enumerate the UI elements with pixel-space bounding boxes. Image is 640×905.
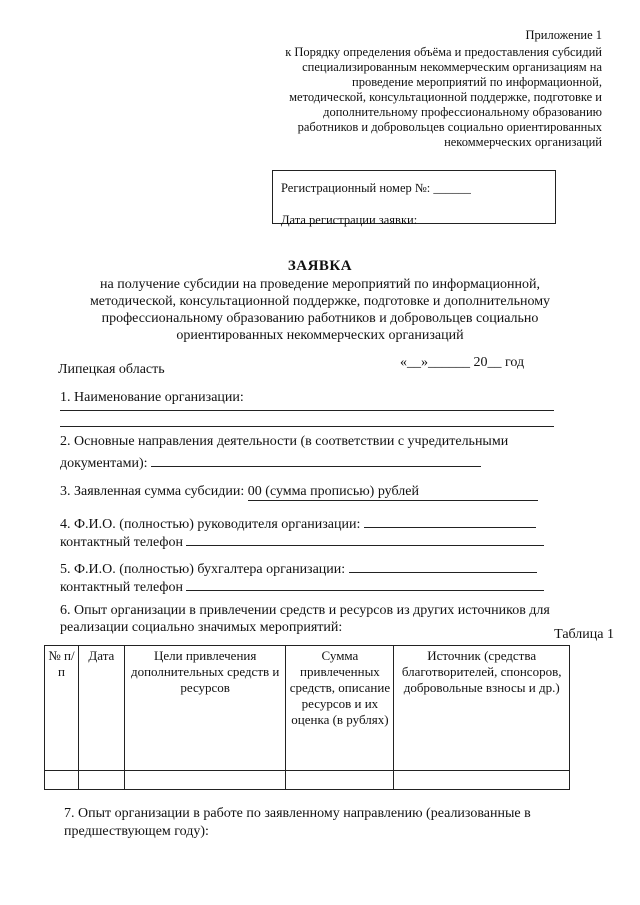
field-director-blank[interactable] — [364, 513, 536, 528]
table-cell[interactable] — [124, 771, 286, 790]
field-activity-blank[interactable] — [151, 452, 481, 467]
field-accountant-row — [60, 558, 537, 578]
field-amount-value[interactable]: 00 (сумма прописью) рублей — [248, 484, 538, 501]
appendix-text-line: дополнительному профессиональному образованию — [323, 105, 602, 119]
field-experience-label-2: реализации социально значимых мероприятий: — [60, 620, 343, 635]
registration-date-field[interactable] — [281, 209, 480, 228]
field-amount-row — [60, 484, 538, 501]
table-header-amount: Сумма привлеченных средств, описание ресурсов и их оценка (в рублях) — [286, 646, 394, 771]
appendix-text-line: проведение мероприятий по информационной, — [352, 75, 602, 89]
field-director-phone-blank[interactable] — [186, 531, 544, 546]
appendix-text-line: специализированным некоммерческим организациям на — [302, 60, 602, 74]
registration-date-blank[interactable] — [420, 209, 480, 224]
resources-table — [44, 645, 570, 790]
field-accountant-phone-row — [60, 576, 544, 596]
field-accountant-phone-label: контактный телефон — [60, 580, 183, 595]
appendix-text-line: методической, консультационной поддержке, подготовке и — [289, 90, 602, 104]
table-cell[interactable] — [45, 771, 79, 790]
subtitle-line: ориентированных некоммерческих организаций — [176, 328, 464, 343]
field-prior-experience-label-2: предшествующем году): — [64, 824, 209, 839]
appendix-block — [202, 28, 602, 150]
subtitle-line: на получение субсидии на проведение мероприятий по информационной, — [100, 277, 540, 292]
date-field[interactable]: «__»______ 20__ год — [400, 355, 525, 370]
table-row — [45, 771, 570, 790]
registration-number-field[interactable]: Регистрационный номер №: ______ — [281, 181, 471, 195]
field-director-row — [60, 513, 536, 533]
table-header-date: Дата — [78, 646, 124, 771]
field-activity-label-1: 2. Основные направления деятельности (в соответствии с учредительными — [60, 434, 509, 449]
field-director-label: 4. Ф.И.О. (полностью) руководителя организации: — [60, 517, 361, 532]
region-label: Липецкая область — [58, 362, 165, 377]
field-accountant-phone-blank[interactable] — [186, 576, 544, 591]
field-activity-label-2: документами): — [60, 456, 148, 471]
field-director-phone-label: контактный телефон — [60, 535, 183, 550]
field-amount-label: 3. Заявленная сумма субсидии: — [60, 484, 245, 499]
table-cell[interactable] — [78, 771, 124, 790]
field-organization-name-label: 1. Наименование организации: — [60, 390, 244, 405]
table-header-source: Источник (средства благотворителей, спонсоров, добровольные взносы и др.) — [394, 646, 570, 771]
appendix-text-line: работников и добровольцев социально ориентированных — [297, 120, 602, 134]
registration-box — [272, 170, 556, 227]
appendix-label: Приложение 1 — [525, 28, 602, 42]
table-header-goals: Цели привлечения дополнительных средств и ресурсов — [124, 646, 286, 771]
field-director-phone-row — [60, 531, 544, 551]
field-experience-label-1: 6. Опыт организации в привлечении средств и ресурсов из других источников для — [60, 603, 550, 618]
table-header-number: № п/п — [45, 646, 79, 771]
field-organization-name-line-2[interactable] — [60, 426, 554, 427]
document-title: ЗАЯВКА — [287, 258, 353, 274]
subtitle-line: методической, консультационной поддержке, подготовке и дополнительному — [89, 294, 551, 309]
table-header-row — [45, 646, 570, 771]
field-accountant-label: 5. Ф.И.О. (полностью) бухгалтера организации: — [60, 562, 346, 577]
document-subtitle — [60, 276, 580, 344]
field-prior-experience-label-1: 7. Опыт организации в работе по заявленному направлению (реализованные в — [64, 806, 531, 821]
table-cell[interactable] — [286, 771, 394, 790]
field-activity-row — [60, 452, 481, 472]
subtitle-line: профессиональному образованию работников и добровольцев социально — [101, 311, 539, 326]
appendix-text-line: некоммерческих организаций — [444, 135, 602, 149]
table-cell[interactable] — [394, 771, 570, 790]
table-caption: Таблица 1 — [554, 627, 614, 642]
registration-date-label: Дата регистрации заявки: — [281, 213, 418, 227]
field-accountant-blank[interactable] — [349, 558, 537, 573]
field-organization-name-line-1[interactable] — [60, 410, 554, 411]
appendix-text-line: к Порядку определения объёма и предоставления субсидий — [285, 45, 602, 59]
